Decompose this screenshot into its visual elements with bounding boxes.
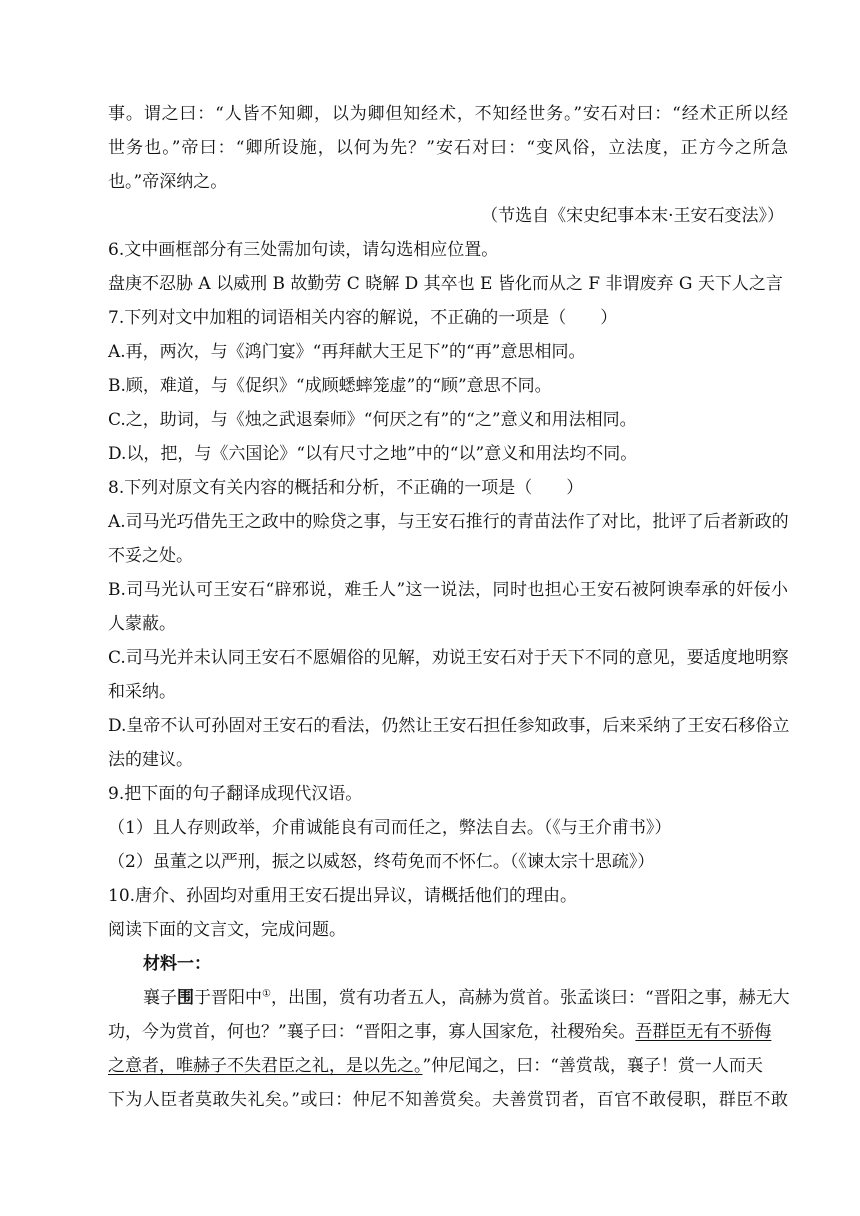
- q8-option-d-line2: 法的建议。: [108, 750, 193, 770]
- underlined-sentence: 之意者，唯赫子不失君臣之礼，是以先之。: [108, 1056, 423, 1076]
- q6-stem: 6.文中画框部分有三处需加句读，请勾选相应位置。: [108, 240, 499, 260]
- q8-option-b-line1: B.司马光认可王安石“辟邪说，难壬人”这一说法，同时也担心王安石被阿谀奉承的奸佞小: [108, 580, 788, 600]
- material-one-line3: [108, 1055, 788, 1077]
- q7-option-d: D.以，把，与《六国论》“以有尺寸之地”中的“以”意义和用法均不同。: [108, 444, 638, 464]
- q7-option-c: C.之，助词，与《烛之武退秦师》“何厌之有”的“之”意义和用法相同。: [108, 410, 637, 430]
- passage1-line3: 也。”帝深纳之。: [108, 172, 228, 192]
- passage1-line1: 事。谓之曰：“人皆不知卿，以为卿但知经术，不知经世务。”安石对曰：“经术正所以经: [108, 104, 788, 124]
- bold-word-wei: 围: [177, 988, 194, 1008]
- q10-stem: 10.唐介、孙固均对重用王安石提出异议，请概括他们的理由。: [108, 886, 578, 906]
- q8-option-c-line2: 和采纳。: [108, 682, 176, 702]
- material-one-heading: 材料一：: [143, 954, 211, 974]
- q7-option-b: B.顾，难道，与《促织》“成顾蟋蟀笼虚”的“顾”意思不同。: [108, 376, 552, 396]
- material-one-text: 襄子: [143, 988, 177, 1008]
- material-one-line4: 下为人臣者莫敢失礼矣。”或曰：仲尼不知善赏矣。夫善赏罚者，百官不敢侵职，群臣不敢: [108, 1090, 788, 1110]
- q9-stem: 9.把下面的句子翻译成现代汉语。: [108, 784, 363, 804]
- q8-option-a-line2: 不妥之处。: [108, 546, 193, 566]
- footnote-marker: ①: [262, 988, 271, 1000]
- passage1-source: （节选自《宋史纪事本末·王安石变法》）: [481, 206, 784, 226]
- material-one-text: ，出围，赏有功者五人，高赫为赏首。张孟谈曰：“晋阳之事，赫无大: [270, 988, 790, 1008]
- material-one-text: 功，今为赏首，何也？”襄子曰：“晋阳之事，寡人国家危，社稷殆矣。: [108, 1022, 636, 1042]
- q9-sentence-2: （2）虽董之以严刑，振之以威怒，终苟免而不怀仁。（《谏太宗十思疏》）: [108, 852, 655, 872]
- material-one-line2: [108, 1021, 788, 1043]
- q8-stem: 8.下列对原文有关内容的概括和分析，不正确的一项是（ ）: [108, 478, 584, 498]
- passage2-intro: 阅读下面的文言文，完成问题。: [108, 920, 346, 940]
- q7-stem: 7.下列对文中加粗的词语相关内容的解说，不正确的一项是（ ）: [108, 308, 618, 328]
- passage1-line2: 世务也。”帝曰：“卿所设施，以何为先？”安石对曰：“变风俗，立法度，正方今之所急: [108, 138, 788, 158]
- material-one-line1: [143, 987, 788, 1009]
- q9-sentence-1: （1）且人存则政举，介甫诚能良有司而任之，弊法自去。（《与王介甫书》）: [108, 818, 672, 838]
- underlined-sentence: 吾群臣无有不骄侮: [635, 1022, 772, 1042]
- q8-option-b-line2: 人蒙蔽。: [108, 614, 176, 634]
- q8-option-d-line1: D.皇帝不认可孙固对王安石的看法，仍然让王安石担任参知政事，后来采纳了王安石移俗立: [108, 716, 790, 736]
- q7-option-a: A.再，两次，与《鸿门宴》“再拜献大王足下”的“再”意思相同。: [108, 342, 586, 362]
- material-one-text: ”仲尼闻之，曰：“善赏哉，襄子！赏一人而天: [422, 1056, 763, 1076]
- q8-option-c-line1: C.司马光并未认同王安石不愿媚俗的见解，劝说王安石对于天下不同的意见，要适度地明察: [108, 648, 789, 668]
- q6-text: 盘庚不忍胁 A 以威刑 B 故勤劳 C 晓解 D 其卒也 E 皆化而从之 F 非谓废弃 G 天下人之言: [108, 274, 783, 294]
- material-one-text: 于晋阳中: [194, 988, 262, 1008]
- q8-option-a-line1: A.司马光巧借先王之政中的赊贷之事，与王安石推行的青苗法作了对比，批评了后者新政的: [108, 512, 789, 532]
